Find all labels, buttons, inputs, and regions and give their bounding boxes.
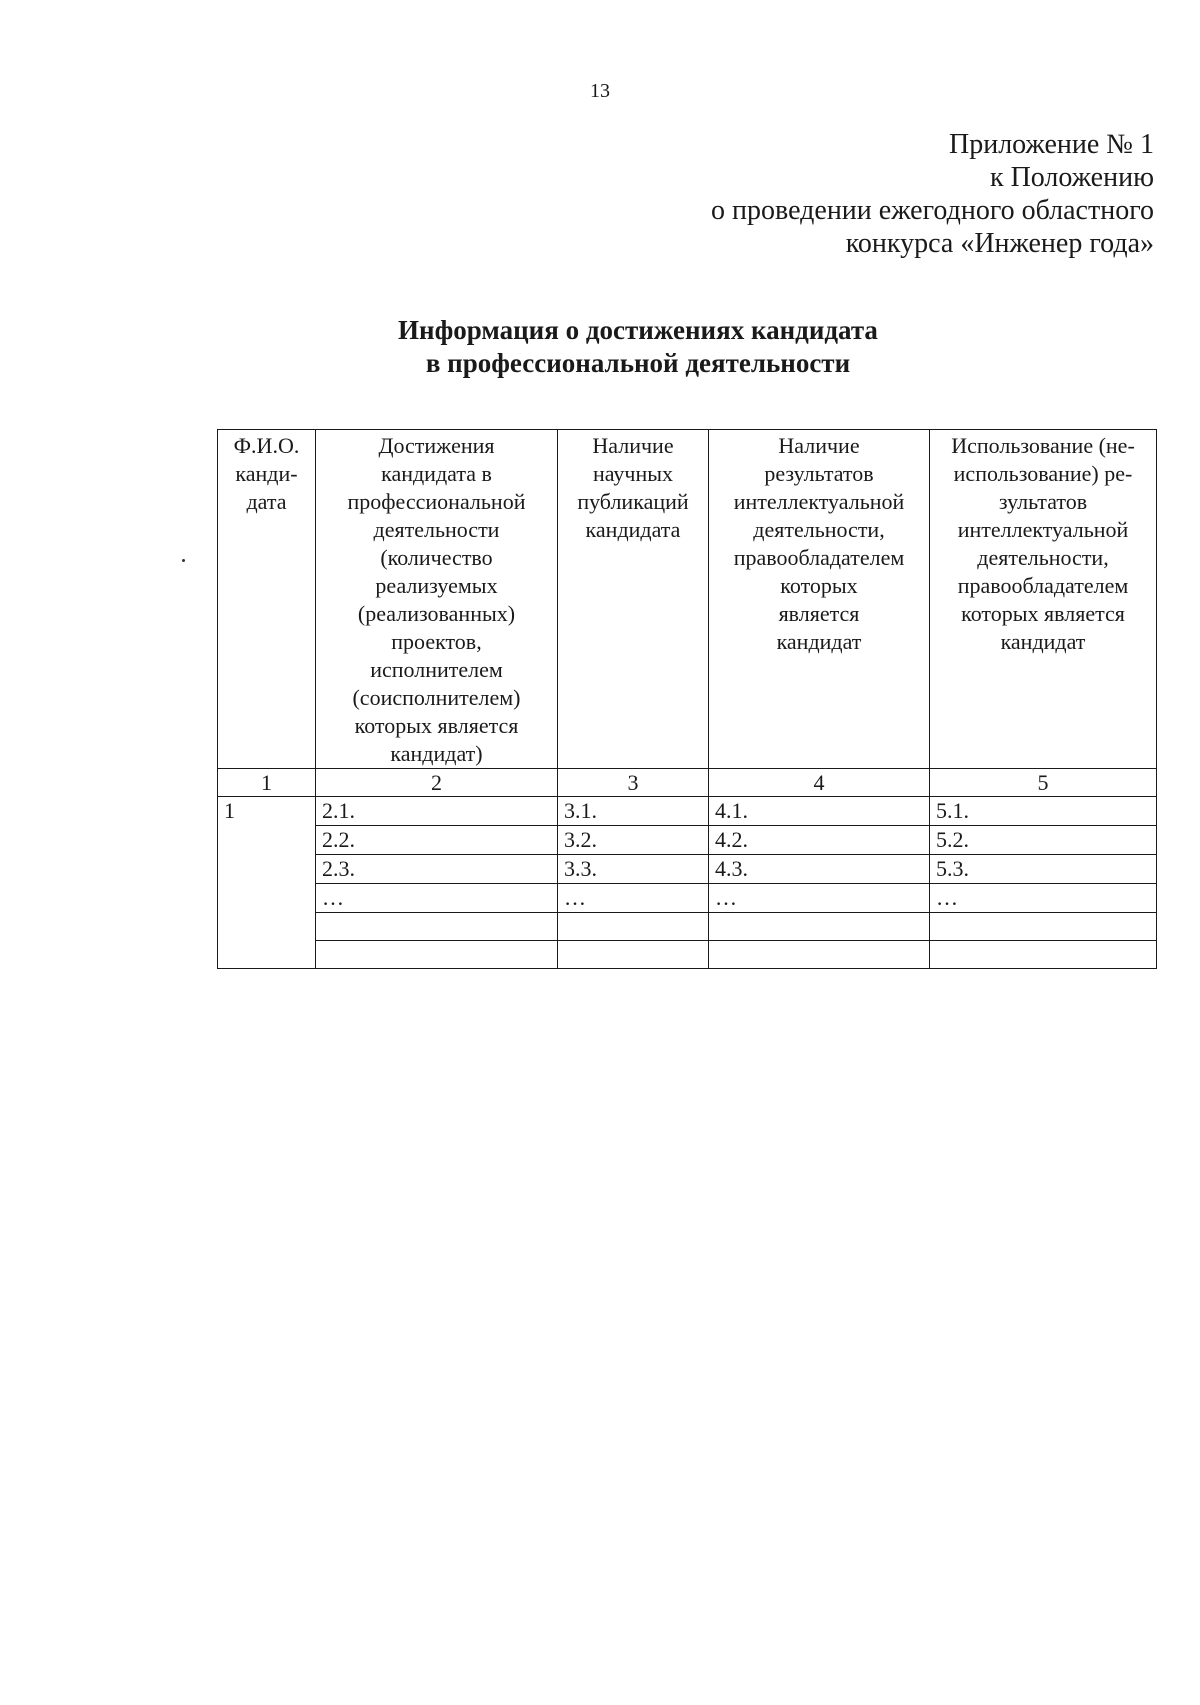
header-line: кандидат	[1000, 629, 1086, 654]
table-row	[218, 884, 1157, 913]
appendix-block	[711, 128, 1154, 260]
table-cell: 3.1.	[558, 797, 709, 826]
header-line: которых является	[354, 713, 519, 738]
header-line: деятельности,	[753, 517, 885, 542]
candidate-number-cell: 1	[218, 797, 316, 969]
column-number: 4	[709, 769, 930, 797]
table-cell: 4.3.	[709, 855, 930, 884]
header-line: научных	[592, 461, 674, 486]
header-line: проектов,	[391, 629, 482, 654]
header-line: кандидата	[585, 517, 681, 542]
appendix-line: Приложение № 1	[949, 129, 1154, 160]
header-line: Использование (не-	[951, 433, 1135, 458]
header-line: профессиональной	[347, 489, 526, 514]
header-line: Ф.И.О.	[233, 433, 300, 458]
table-cell: …	[558, 884, 709, 913]
header-line: (реализованных)	[357, 601, 516, 626]
achievements-table	[217, 429, 1157, 969]
header-cell-publications	[558, 430, 709, 769]
table-cell: 5.3.	[930, 855, 1157, 884]
header-cell-fio	[218, 430, 316, 769]
header-cell-ip-usage	[930, 430, 1157, 769]
header-line: результатов	[764, 461, 874, 486]
header-cell-ip-results	[709, 430, 930, 769]
table-body	[218, 797, 1157, 969]
appendix-line: конкурса «Инженер года»	[845, 228, 1154, 259]
header-line: кандидат	[776, 629, 862, 654]
header-line: правообладателем	[733, 545, 905, 570]
header-row	[218, 430, 1157, 769]
page-number: 13	[590, 80, 610, 102]
header-line: которых является	[961, 601, 1125, 626]
header-line: деятельности,	[977, 545, 1109, 570]
header-cell-achievements	[316, 430, 558, 769]
table-cell	[558, 913, 709, 941]
table-cell	[930, 941, 1157, 969]
header-line: деятельности	[373, 517, 500, 542]
table-cell: 5.2.	[930, 826, 1157, 855]
table-cell	[930, 913, 1157, 941]
table-cell: 2.2.	[316, 826, 558, 855]
header-line: реализуемых	[375, 573, 498, 598]
column-number: 1	[218, 769, 316, 797]
header-line: кандидат)	[390, 741, 483, 766]
header-line: интеллектуальной	[957, 517, 1129, 542]
table-row	[218, 797, 1157, 826]
header-line: исполнителем	[370, 657, 503, 682]
table-cell: 4.2.	[709, 826, 930, 855]
table-row	[218, 941, 1157, 969]
table-row	[218, 855, 1157, 884]
table-row	[218, 913, 1157, 941]
table-cell: 2.3.	[316, 855, 558, 884]
appendix-line: к Положению	[989, 162, 1154, 193]
header-line: публикаций	[577, 489, 689, 514]
table-cell: …	[316, 884, 558, 913]
table-row	[218, 826, 1157, 855]
column-number: 3	[558, 769, 709, 797]
header-line: которых	[780, 573, 858, 598]
header-line: правообладателем	[957, 573, 1129, 598]
header-line: (количество	[380, 545, 493, 570]
header-line: использование) ре-	[953, 461, 1133, 486]
header-line: канди-	[235, 461, 298, 486]
header-line: зультатов	[998, 489, 1088, 514]
header-line: Наличие	[592, 433, 674, 458]
table-cell	[709, 941, 930, 969]
table-cell: …	[709, 884, 930, 913]
appendix-line: о проведении ежегодного областного	[711, 195, 1154, 226]
table-cell: 2.1.	[316, 797, 558, 826]
document-title	[0, 314, 1200, 380]
header-line: кандидата в	[381, 461, 492, 486]
table-cell	[709, 913, 930, 941]
table-cell: 4.1.	[709, 797, 930, 826]
table-cell	[316, 913, 558, 941]
header-line: дата	[246, 489, 287, 514]
header-line: Наличие	[778, 433, 860, 458]
table-cell: …	[930, 884, 1157, 913]
table-cell: 3.3.	[558, 855, 709, 884]
column-number-row	[218, 769, 1157, 797]
table-cell: 3.2.	[558, 826, 709, 855]
header-line: Достижения	[378, 433, 495, 458]
header-line: интеллектуальной	[733, 489, 905, 514]
title-line: Информация о достижениях кандидата	[398, 315, 878, 345]
header-line: является	[778, 601, 860, 626]
title-line: в профессиональной деятельности	[425, 348, 851, 378]
stray-mark	[182, 559, 185, 562]
column-number: 5	[930, 769, 1157, 797]
column-number: 2	[316, 769, 558, 797]
table-cell: 5.1.	[930, 797, 1157, 826]
table-cell	[316, 941, 558, 969]
table-cell	[558, 941, 709, 969]
header-line: (соисполнителем)	[352, 685, 521, 710]
